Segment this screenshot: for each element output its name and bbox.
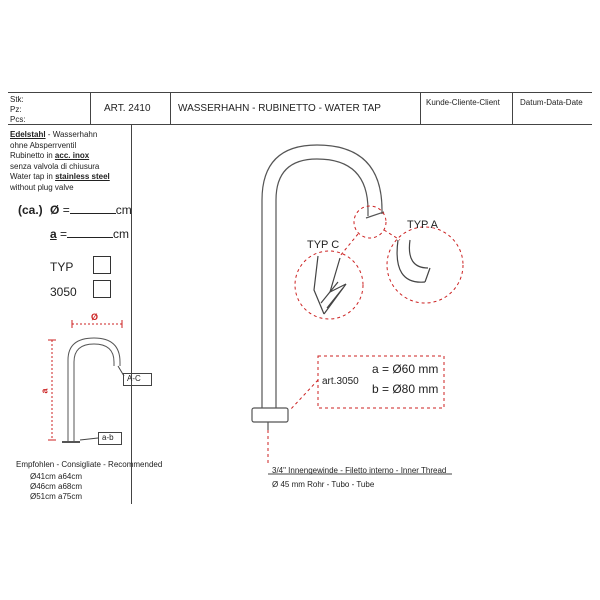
spec-line3-bold: acc. inox — [54, 151, 90, 160]
typ-a-label: TYP A — [407, 219, 438, 231]
main-tap-base — [252, 408, 288, 422]
b-equation: b = Ø80 mm — [372, 382, 439, 396]
typ-c-leader — [340, 234, 358, 256]
code-label: 3050 — [50, 285, 77, 299]
thread-label: 3/4" Innengewinde - Filetto interno - Inner Thread — [272, 466, 447, 475]
ac-leader — [118, 366, 124, 376]
recommended-a: a68cm — [58, 482, 83, 491]
recommended-title: Empfohlen - Consigliate - Recommended — [16, 460, 163, 469]
typ-c-label: TYP C — [307, 239, 340, 251]
art-spec-leader — [290, 380, 318, 410]
typ-a-leader — [384, 230, 400, 240]
spec-line4: senza valvola di chiusura — [10, 161, 100, 171]
a-unit: cm — [113, 227, 130, 241]
spec-line5-bold: stainless steel — [55, 172, 110, 181]
a-equation: a = Ø60 mm — [372, 362, 439, 376]
typ-c-detail-circle — [295, 251, 363, 319]
tube-label: Ø 45 mm Rohr - Tubo - Tube — [272, 480, 375, 489]
main-tap-mouth — [366, 212, 384, 218]
art-code-label: art.3050 — [322, 376, 359, 387]
small-a-label: a — [39, 388, 50, 394]
ac-callout-label: A-C — [127, 374, 141, 383]
spec-line6: without plug valve — [10, 182, 74, 192]
spec-line2: ohne Absperrventil — [10, 140, 77, 150]
header-date: Datum-Data-Date — [520, 98, 583, 107]
main-tap-inner — [276, 159, 368, 408]
recommended-dia: Ø41cm — [30, 472, 56, 481]
header-pcs: Pcs: — [10, 115, 26, 124]
ca-label: (ca.) — [18, 203, 43, 217]
header-pz: Pz: — [10, 105, 22, 114]
recommended-a: a75cm — [58, 492, 83, 501]
a-symbol: a — [50, 227, 57, 241]
a-eq: = — [60, 227, 68, 241]
small-diameter-label: Ø — [91, 312, 99, 322]
small-tap-diagram — [62, 338, 120, 442]
typ-a-spout — [397, 240, 430, 282]
spec-line3-a: Rubinetto in — [10, 151, 55, 160]
ab-callout-label: a-b — [102, 433, 114, 442]
small-dimensions — [48, 320, 122, 440]
typ-label: TYP — [50, 260, 74, 274]
spec-line1-rest: - Wasserhahn — [45, 130, 98, 139]
spec-line5-a: Water tap in — [10, 172, 56, 181]
small-tap-inner — [74, 344, 114, 442]
typ-c-spout — [314, 256, 346, 314]
ab-leader — [80, 438, 98, 440]
header-client: Kunde-Cliente-Client — [426, 98, 500, 107]
spout-highlight-circle — [354, 206, 386, 238]
header-title: WASSERHAHN - RUBINETTO - WATER TAP — [178, 103, 381, 114]
recommended-a: a64cm — [58, 472, 83, 481]
diameter-eq: = — [62, 203, 70, 217]
diameter-unit: cm — [115, 203, 132, 217]
diameter-symbol: Ø — [50, 203, 60, 217]
header-article: ART. 2410 — [104, 103, 151, 114]
recommended-dia: Ø51cm — [30, 492, 56, 501]
recommended-dia: Ø46cm — [30, 482, 56, 491]
header-stk: Stk: — [10, 95, 24, 104]
spec-line1-bold: Edelstahl — [10, 130, 46, 139]
